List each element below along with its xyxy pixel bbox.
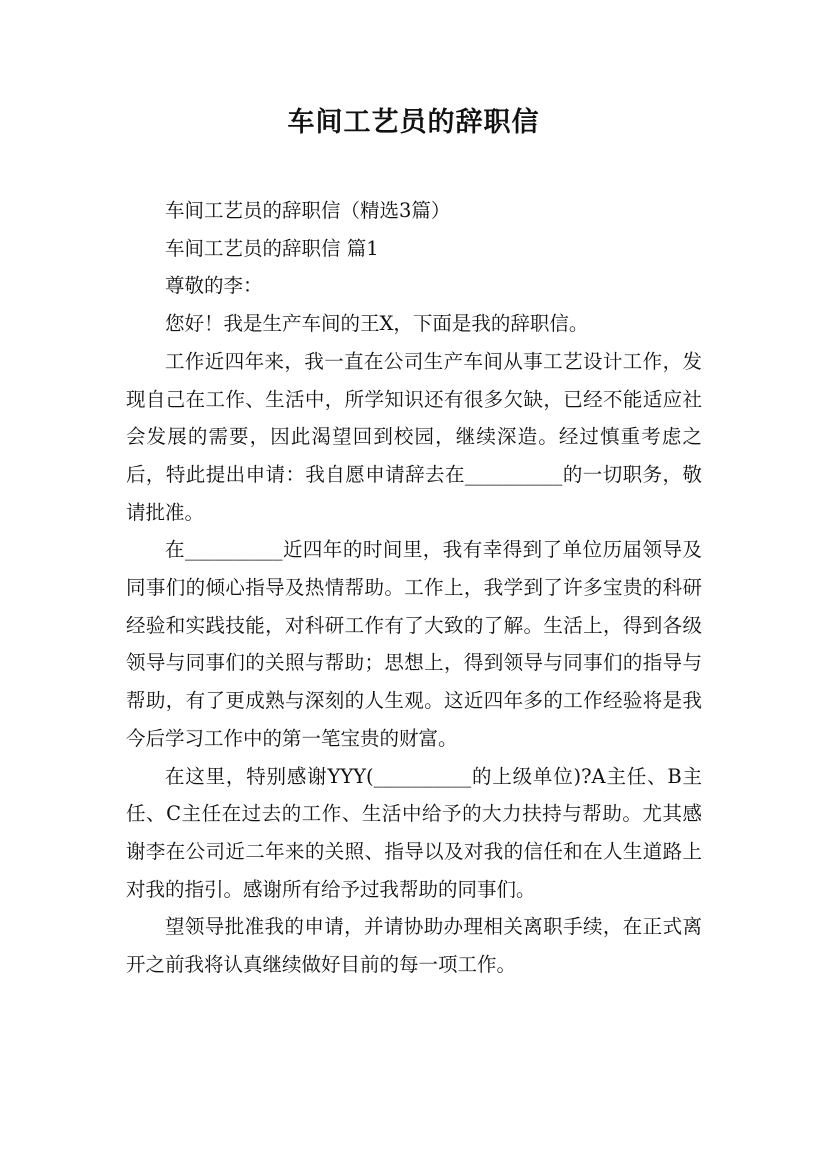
greeting-paragraph: 您好！我是生产车间的王X，下面是我的辞职信。 <box>165 312 589 336</box>
body-paragraph: 在这里，特别感谢YYY(__________的上级单位)?A主任、B主任、C主任在过去的工作、生活中给予的大力扶持与帮助。尤其感谢李在公司近二年来的关照、指导以及对我的信任和在人生道路上对我的指引。感谢所有给予过我帮助的同事们。 <box>126 764 702 901</box>
body-paragraph: 工作近四年来，我一直在公司生产车间从事工艺设计工作，发现自己在工作、生活中，所学知识还有很多欠缺，已经不能适应社会发展的需要，因此渴望回到校园，继续深造。经过慎重考虑之后，特此提出申请：我自愿申请辞去在__________的一切职务，敬请批准。 <box>126 349 702 524</box>
body-paragraph: 在__________近四年的时间里，我有幸得到了单位历届领导及同事们的倾心指导及热情帮助。工作上，我学到了许多宝贵的科研经验和实践技能，对科研工作有了大致的了解。生活上，得到各级领导与同事们的关照与帮助；思想上，得到领导与同事们的指导与帮助，有了更成熟与深刻的人生观。这近四年多的工作经验将是我今后学习工作中的第一笔宝贵的财富。 <box>126 538 702 750</box>
document-title: 车间工艺员的辞职信 <box>287 107 540 138</box>
closing-paragraph: 望领导批准我的申请，并请协助办理相关离职手续，在正式离开之前我将认真继续做好目前的每一项工作。 <box>126 915 702 977</box>
subtitle-paragraph: 车间工艺员的辞职信（精选3篇） <box>165 199 451 222</box>
section-heading: 车间工艺员的辞职信 篇1 <box>165 236 379 260</box>
salutation: 尊敬的李： <box>165 274 263 298</box>
document-body <box>126 192 702 984</box>
